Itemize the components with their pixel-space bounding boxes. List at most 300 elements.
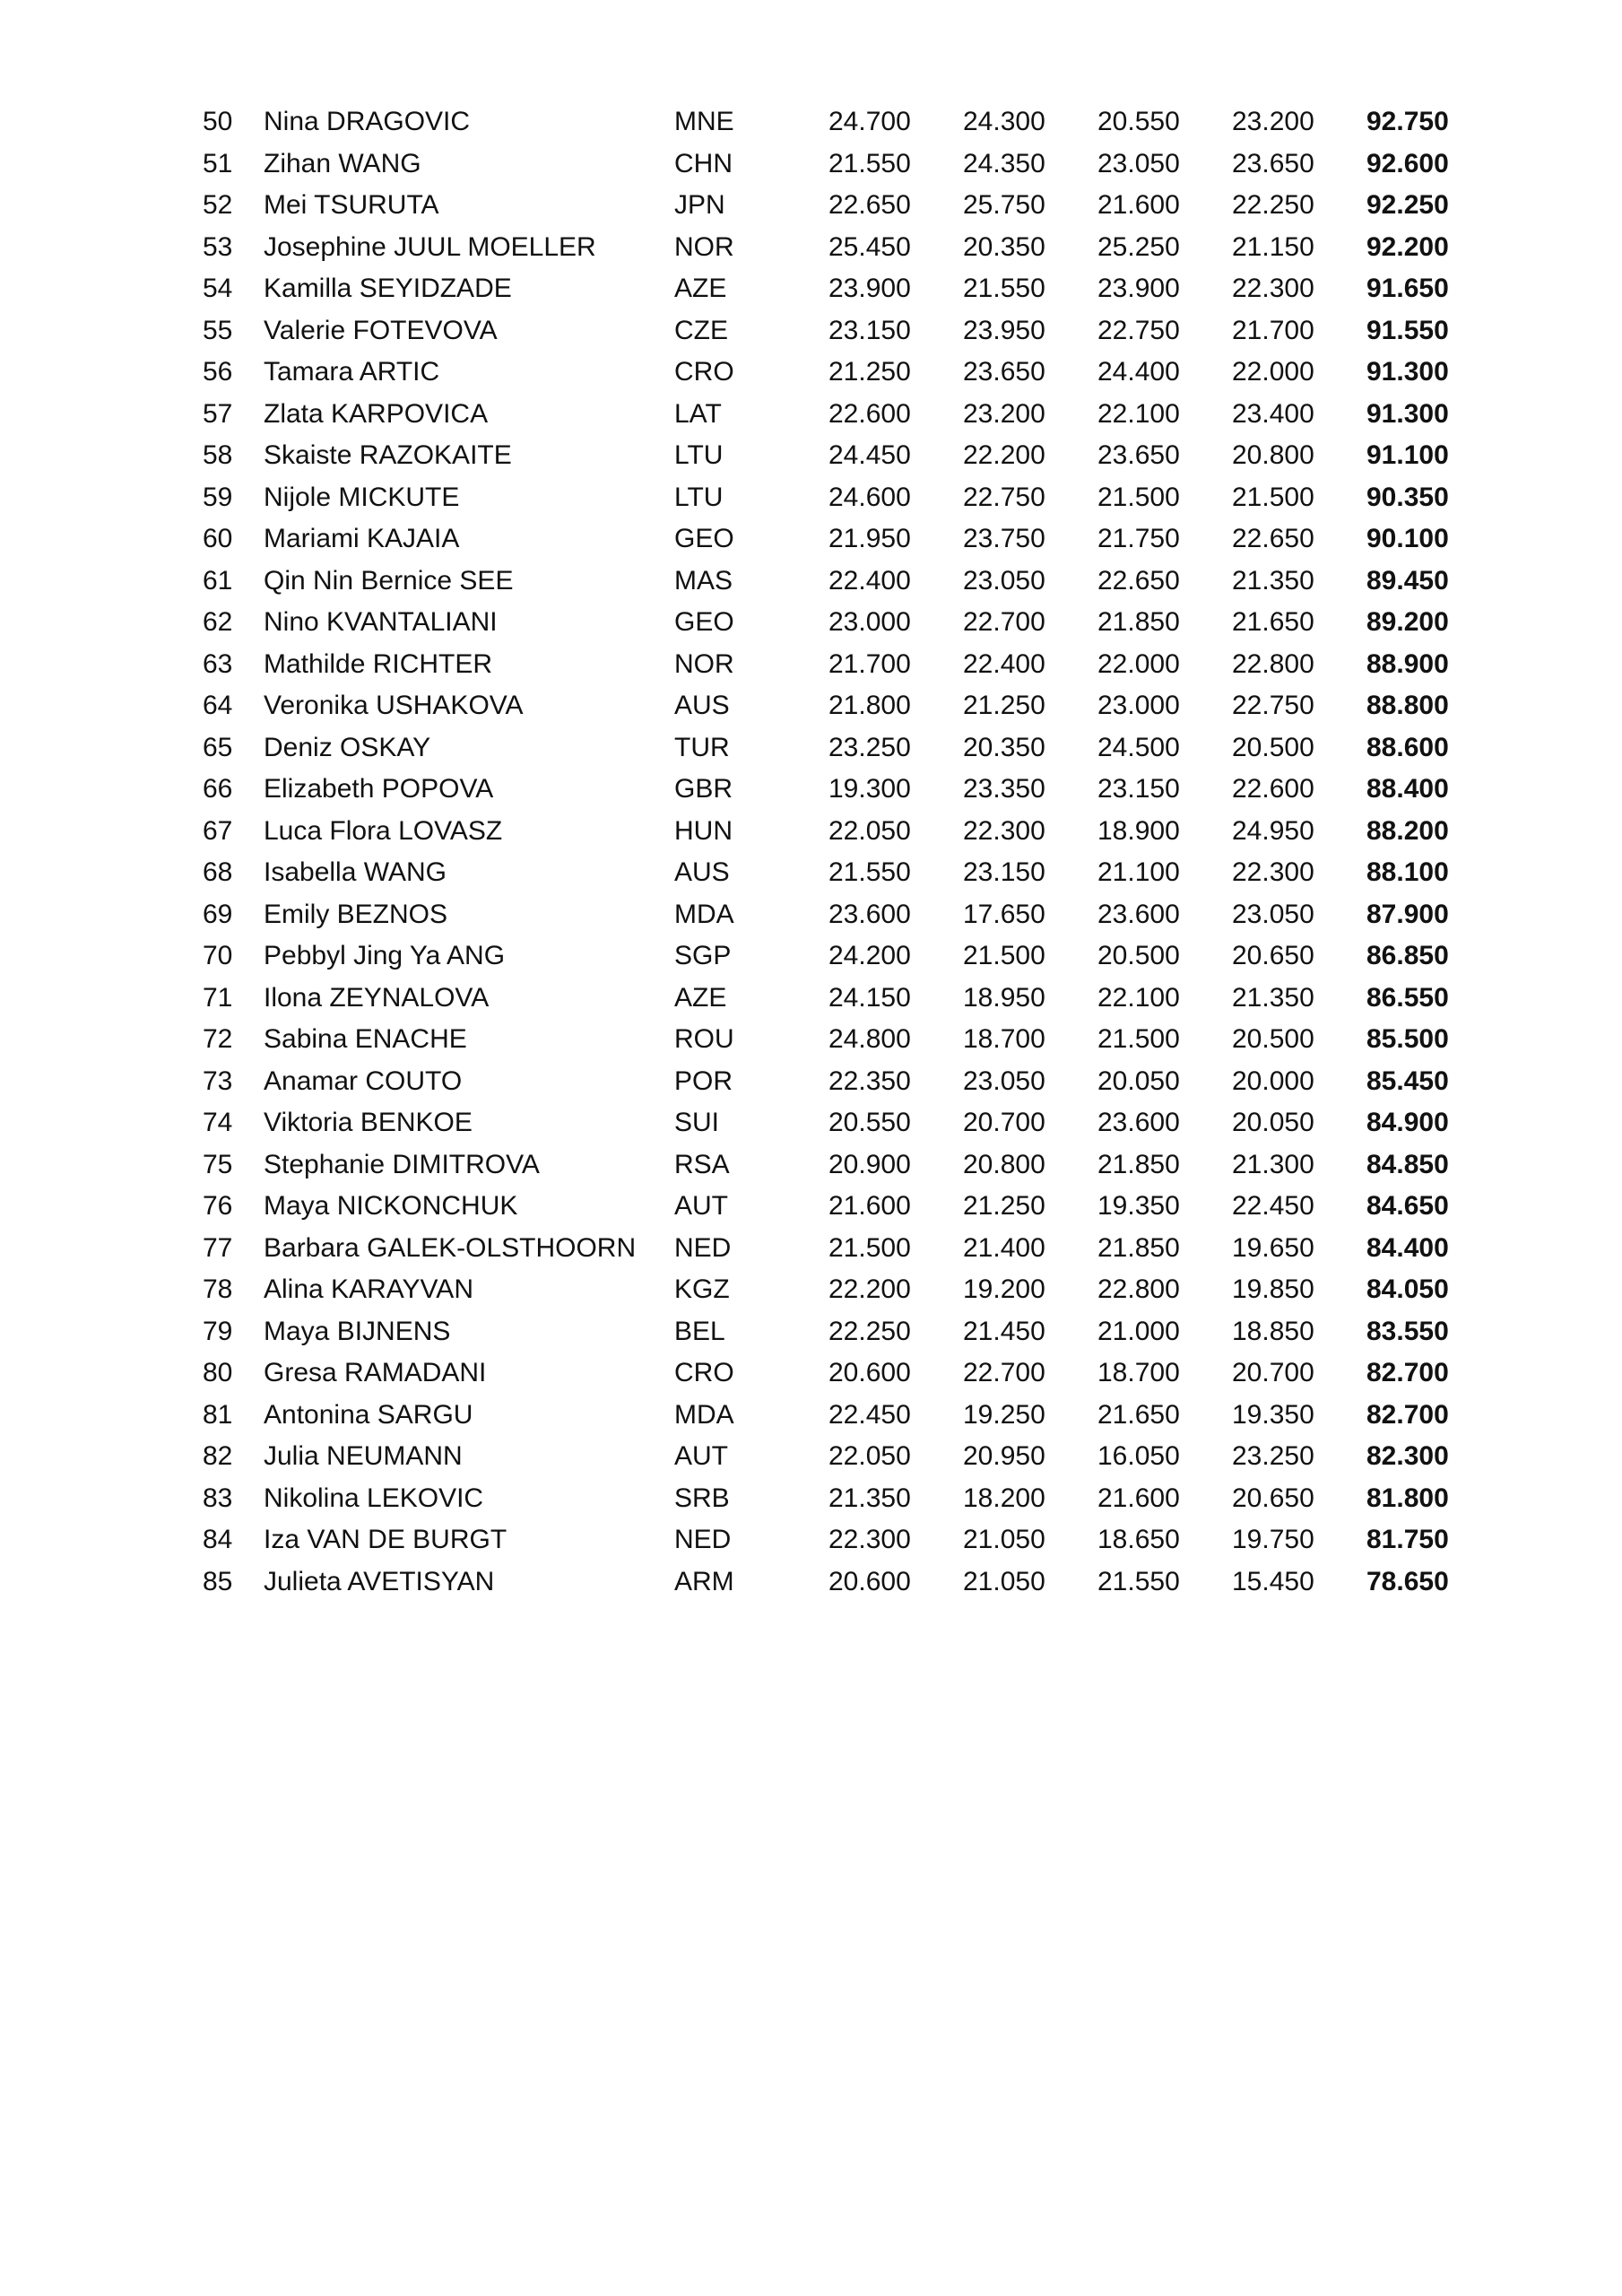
score-1: 19.300 [828, 774, 911, 804]
total-score: 81.800 [1366, 1483, 1449, 1513]
score-4: 19.750 [1232, 1525, 1314, 1554]
score-3: 23.050 [1097, 148, 1180, 178]
score-1: 24.200 [828, 941, 911, 970]
score-2: 20.800 [963, 1149, 1045, 1179]
score-3: 24.500 [1097, 732, 1180, 762]
score-3: 21.500 [1097, 482, 1180, 512]
athlete-name: Pebbyl Jing Ya ANG [264, 941, 506, 970]
score-4: 20.000 [1232, 1065, 1314, 1096]
nation-code: GEO [674, 607, 734, 637]
score-4: 23.050 [1232, 899, 1314, 929]
score-2: 22.300 [963, 815, 1045, 846]
nation-code: NOR [674, 231, 734, 262]
rank-cell: 75 [203, 1149, 233, 1179]
nation-code: MAS [674, 565, 733, 596]
score-2: 22.700 [963, 1358, 1045, 1387]
total-score: 81.750 [1366, 1525, 1449, 1554]
score-1: 20.900 [828, 1149, 911, 1179]
total-score: 86.850 [1366, 941, 1449, 970]
rank-cell: 56 [203, 357, 233, 387]
total-score: 89.450 [1366, 565, 1449, 596]
nation-code: MDA [674, 899, 734, 929]
score-3: 21.750 [1097, 524, 1180, 553]
score-4: 22.300 [1232, 274, 1314, 303]
athlete-name: Zihan WANG [264, 148, 421, 178]
nation-code: NED [674, 1525, 732, 1554]
score-3: 21.100 [1097, 857, 1180, 887]
score-4: 22.750 [1232, 691, 1314, 720]
score-4: 21.150 [1232, 231, 1314, 262]
score-3: 22.100 [1097, 982, 1180, 1013]
rank-cell: 85 [203, 1566, 233, 1596]
athlete-name: Kamilla SEYIDZADE [264, 274, 512, 303]
score-4: 22.000 [1232, 357, 1314, 387]
score-4: 15.450 [1232, 1566, 1314, 1596]
total-score: 90.100 [1366, 524, 1449, 553]
table-row [0, 602, 1622, 643]
score-3: 23.150 [1097, 774, 1180, 804]
score-4: 20.500 [1232, 732, 1314, 762]
score-3: 18.700 [1097, 1358, 1180, 1387]
score-4: 20.800 [1232, 440, 1314, 470]
nation-code: MDA [674, 1399, 734, 1430]
total-score: 88.100 [1366, 857, 1449, 887]
score-2: 21.250 [963, 1191, 1045, 1221]
score-2: 21.050 [963, 1566, 1045, 1596]
score-3: 24.400 [1097, 357, 1180, 387]
athlete-name: Deniz OSKAY [264, 732, 431, 762]
total-score: 83.550 [1366, 1316, 1449, 1346]
total-score: 87.900 [1366, 899, 1449, 929]
score-3: 21.850 [1097, 1232, 1180, 1263]
total-score: 92.750 [1366, 107, 1449, 136]
score-2: 19.200 [963, 1274, 1045, 1304]
nation-code: JPN [674, 190, 725, 220]
rank-cell: 55 [203, 315, 233, 345]
score-4: 22.600 [1232, 774, 1314, 804]
table-row [0, 769, 1622, 810]
score-2: 22.750 [963, 482, 1045, 512]
total-score: 82.700 [1366, 1358, 1449, 1387]
score-1: 21.550 [828, 857, 911, 887]
table-row [0, 185, 1622, 226]
athlete-name: Gresa RAMADANI [264, 1358, 487, 1387]
score-2: 18.950 [963, 982, 1045, 1013]
rank-cell: 78 [203, 1274, 233, 1304]
table-row [0, 1061, 1622, 1102]
total-score: 92.250 [1366, 190, 1449, 220]
total-score: 92.200 [1366, 231, 1449, 262]
score-2: 22.200 [963, 440, 1045, 470]
score-1: 21.250 [828, 357, 911, 387]
rank-cell: 62 [203, 607, 233, 637]
score-2: 19.250 [963, 1399, 1045, 1430]
score-1: 20.600 [828, 1566, 911, 1596]
rank-cell: 58 [203, 440, 233, 470]
score-3: 21.850 [1097, 1149, 1180, 1179]
score-4: 23.200 [1232, 107, 1314, 136]
table-row [0, 1102, 1622, 1144]
score-4: 18.850 [1232, 1316, 1314, 1346]
table-row [0, 1228, 1622, 1269]
total-score: 90.350 [1366, 482, 1449, 512]
rank-cell: 74 [203, 1108, 233, 1137]
athlete-name: Zlata KARPOVICA [264, 398, 489, 429]
athlete-name: Skaiste RAZOKAITE [264, 440, 512, 470]
total-score: 91.100 [1366, 440, 1449, 470]
athlete-name: Julieta AVETISYAN [264, 1566, 495, 1596]
score-3: 21.000 [1097, 1316, 1180, 1346]
score-1: 24.800 [828, 1024, 911, 1054]
table-row [0, 978, 1622, 1019]
score-1: 21.350 [828, 1483, 911, 1513]
score-2: 21.500 [963, 941, 1045, 970]
nation-code: LTU [674, 440, 724, 470]
nation-code: SGP [674, 941, 732, 970]
table-row [0, 144, 1622, 185]
athlete-name: Emily BEZNOS [264, 899, 448, 929]
rank-cell: 68 [203, 857, 233, 887]
athlete-name: Viktoria BENKOE [264, 1108, 473, 1137]
nation-code: CRO [674, 357, 734, 387]
total-score: 84.400 [1366, 1232, 1449, 1263]
nation-code: KGZ [674, 1274, 730, 1304]
rank-cell: 65 [203, 732, 233, 762]
score-1: 21.600 [828, 1191, 911, 1221]
nation-code: GEO [674, 524, 734, 553]
score-2: 23.950 [963, 315, 1045, 345]
score-1: 24.450 [828, 440, 911, 470]
table-row [0, 101, 1622, 143]
score-1: 21.700 [828, 648, 911, 679]
rank-cell: 66 [203, 774, 233, 804]
table-row [0, 227, 1622, 268]
rank-cell: 69 [203, 899, 233, 929]
nation-code: HUN [674, 815, 733, 846]
nation-code: GBR [674, 774, 733, 804]
nation-code: BEL [674, 1316, 725, 1346]
total-score: 91.650 [1366, 274, 1449, 303]
table-row [0, 894, 1622, 935]
rank-cell: 51 [203, 148, 233, 178]
score-2: 22.700 [963, 607, 1045, 637]
score-2: 22.400 [963, 648, 1045, 679]
score-1: 20.600 [828, 1358, 911, 1387]
table-row [0, 811, 1622, 852]
table-row [0, 310, 1622, 352]
athlete-name: Elizabeth POPOVA [264, 774, 494, 804]
total-score: 91.300 [1366, 357, 1449, 387]
rank-cell: 72 [203, 1024, 233, 1054]
score-1: 22.200 [828, 1274, 911, 1304]
total-score: 88.600 [1366, 732, 1449, 762]
score-1: 21.550 [828, 148, 911, 178]
total-score: 92.600 [1366, 148, 1449, 178]
score-2: 24.300 [963, 107, 1045, 136]
score-2: 23.200 [963, 398, 1045, 429]
total-score: 78.650 [1366, 1566, 1449, 1596]
nation-code: LTU [674, 482, 724, 512]
athlete-name: Isabella WANG [264, 857, 447, 887]
athlete-name: Julia NEUMANN [264, 1441, 463, 1471]
score-3: 22.650 [1097, 565, 1180, 596]
nation-code: CZE [674, 315, 728, 345]
score-3: 21.850 [1097, 607, 1180, 637]
score-4: 20.050 [1232, 1108, 1314, 1137]
score-3: 22.750 [1097, 315, 1180, 345]
athlete-name: Nino KVANTALIANI [264, 607, 498, 637]
score-2: 17.650 [963, 899, 1045, 929]
score-3: 23.900 [1097, 274, 1180, 303]
score-4: 23.650 [1232, 148, 1314, 178]
score-1: 21.950 [828, 524, 911, 553]
table-row [0, 935, 1622, 977]
nation-code: AUS [674, 691, 730, 720]
score-4: 22.650 [1232, 524, 1314, 553]
score-2: 21.450 [963, 1316, 1045, 1346]
nation-code: ROU [674, 1024, 734, 1054]
score-3: 22.800 [1097, 1274, 1180, 1304]
score-1: 23.000 [828, 607, 911, 637]
table-row [0, 435, 1622, 476]
score-4: 19.350 [1232, 1399, 1314, 1430]
athlete-name: Iza VAN DE BURGT [264, 1525, 507, 1554]
score-4: 19.850 [1232, 1274, 1314, 1304]
score-1: 22.050 [828, 815, 911, 846]
table-row [0, 1186, 1622, 1227]
score-1: 24.700 [828, 107, 911, 136]
score-2: 25.750 [963, 190, 1045, 220]
table-row [0, 1478, 1622, 1519]
score-2: 23.750 [963, 524, 1045, 553]
nation-code: POR [674, 1065, 733, 1096]
athlete-name: Mathilde RICHTER [264, 648, 493, 679]
total-score: 82.300 [1366, 1441, 1449, 1471]
score-2: 20.350 [963, 732, 1045, 762]
score-3: 21.500 [1097, 1024, 1180, 1054]
table-row [0, 561, 1622, 602]
total-score: 84.900 [1366, 1108, 1449, 1137]
score-3: 20.550 [1097, 107, 1180, 136]
athlete-name: Valerie FOTEVOVA [264, 315, 498, 345]
athlete-name: Barbara GALEK-OLSTHOORN [264, 1232, 637, 1263]
table-row [0, 1561, 1622, 1603]
score-3: 23.650 [1097, 440, 1180, 470]
score-3: 19.350 [1097, 1191, 1180, 1221]
score-3: 23.000 [1097, 691, 1180, 720]
table-row [0, 518, 1622, 560]
table-row [0, 1144, 1622, 1186]
total-score: 88.900 [1366, 648, 1449, 679]
score-3: 22.100 [1097, 398, 1180, 429]
score-1: 23.250 [828, 732, 911, 762]
rank-cell: 54 [203, 274, 233, 303]
score-3: 23.600 [1097, 899, 1180, 929]
athlete-name: Ilona ZEYNALOVA [264, 982, 490, 1013]
table-row [0, 685, 1622, 726]
score-4: 24.950 [1232, 815, 1314, 846]
score-2: 18.200 [963, 1483, 1045, 1513]
nation-code: AUT [674, 1191, 728, 1221]
nation-code: SRB [674, 1483, 730, 1513]
score-4: 22.300 [1232, 857, 1314, 887]
athlete-name: Nina DRAGOVIC [264, 107, 471, 136]
total-score: 85.500 [1366, 1024, 1449, 1054]
athlete-name: Mariami KAJAIA [264, 524, 460, 553]
table-row [0, 727, 1622, 769]
athlete-name: Mei TSURUTA [264, 190, 439, 220]
nation-code: NED [674, 1232, 732, 1263]
score-2: 21.400 [963, 1232, 1045, 1263]
score-4: 21.350 [1232, 982, 1314, 1013]
nation-code: AZE [674, 982, 727, 1013]
score-1: 24.150 [828, 982, 911, 1013]
score-2: 23.050 [963, 1065, 1045, 1096]
score-1: 21.500 [828, 1232, 911, 1263]
rank-cell: 70 [203, 941, 233, 970]
athlete-name: Josephine JUUL MOELLER [264, 231, 596, 262]
score-3: 21.650 [1097, 1399, 1180, 1430]
score-3: 20.500 [1097, 941, 1180, 970]
score-3: 18.650 [1097, 1525, 1180, 1554]
score-4: 19.650 [1232, 1232, 1314, 1263]
table-row [0, 477, 1622, 518]
score-3: 23.600 [1097, 1108, 1180, 1137]
score-1: 20.550 [828, 1108, 911, 1137]
nation-code: ARM [674, 1566, 734, 1596]
total-score: 82.700 [1366, 1399, 1449, 1430]
nation-code: SUI [674, 1108, 720, 1137]
rank-cell: 64 [203, 691, 233, 720]
rank-cell: 61 [203, 565, 233, 596]
total-score: 85.450 [1366, 1065, 1449, 1096]
total-score: 86.550 [1366, 982, 1449, 1013]
nation-code: MNE [674, 107, 734, 136]
rank-cell: 60 [203, 524, 233, 553]
nation-code: LAT [674, 398, 722, 429]
score-1: 22.250 [828, 1316, 911, 1346]
rank-cell: 67 [203, 815, 233, 846]
rank-cell: 57 [203, 398, 233, 429]
table-row [0, 352, 1622, 393]
score-3: 22.000 [1097, 648, 1180, 679]
score-1: 23.900 [828, 274, 911, 303]
score-2: 24.350 [963, 148, 1045, 178]
score-2: 23.650 [963, 357, 1045, 387]
table-row [0, 1352, 1622, 1394]
score-1: 22.400 [828, 565, 911, 596]
athlete-name: Anamar COUTO [264, 1065, 463, 1096]
total-score: 84.650 [1366, 1191, 1449, 1221]
score-4: 22.450 [1232, 1191, 1314, 1221]
rank-cell: 82 [203, 1441, 233, 1471]
score-4: 20.650 [1232, 941, 1314, 970]
score-3: 16.050 [1097, 1441, 1180, 1471]
score-4: 21.700 [1232, 315, 1314, 345]
rank-cell: 52 [203, 190, 233, 220]
score-1: 23.600 [828, 899, 911, 929]
rank-cell: 53 [203, 231, 233, 262]
athlete-name: Nijole MICKUTE [264, 482, 460, 512]
score-4: 22.800 [1232, 648, 1314, 679]
nation-code: CHN [674, 148, 733, 178]
table-row [0, 268, 1622, 309]
athlete-name: Stephanie DIMITROVA [264, 1149, 540, 1179]
athlete-name: Qin Nin Bernice SEE [264, 565, 514, 596]
table-row [0, 1436, 1622, 1477]
score-3: 21.550 [1097, 1566, 1180, 1596]
score-2: 21.050 [963, 1525, 1045, 1554]
score-2: 18.700 [963, 1024, 1045, 1054]
rank-cell: 76 [203, 1191, 233, 1221]
athlete-name: Maya BIJNENS [264, 1316, 451, 1346]
score-4: 21.300 [1232, 1149, 1314, 1179]
rank-cell: 50 [203, 107, 233, 136]
nation-code: TUR [674, 732, 730, 762]
athlete-name: Antonina SARGU [264, 1399, 473, 1430]
score-3: 21.600 [1097, 190, 1180, 220]
score-4: 23.400 [1232, 398, 1314, 429]
score-2: 23.350 [963, 774, 1045, 804]
total-score: 88.800 [1366, 691, 1449, 720]
score-2: 20.950 [963, 1441, 1045, 1471]
total-score: 91.300 [1366, 398, 1449, 429]
rank-cell: 79 [203, 1316, 233, 1346]
score-1: 25.450 [828, 231, 911, 262]
nation-code: AUT [674, 1441, 728, 1471]
rank-cell: 77 [203, 1232, 233, 1263]
score-4: 21.350 [1232, 565, 1314, 596]
score-1: 22.450 [828, 1399, 911, 1430]
score-1: 24.600 [828, 482, 911, 512]
score-2: 20.700 [963, 1108, 1045, 1137]
score-3: 20.050 [1097, 1065, 1180, 1096]
total-score: 88.200 [1366, 815, 1449, 846]
athlete-name: Nikolina LEKOVIC [264, 1483, 484, 1513]
rank-cell: 80 [203, 1358, 233, 1387]
athlete-name: Maya NICKONCHUK [264, 1191, 518, 1221]
score-2: 21.250 [963, 691, 1045, 720]
score-4: 20.700 [1232, 1358, 1314, 1387]
rank-cell: 84 [203, 1525, 233, 1554]
score-4: 22.250 [1232, 190, 1314, 220]
total-score: 84.050 [1366, 1274, 1449, 1304]
nation-code: RSA [674, 1149, 730, 1179]
athlete-name: Alina KARAYVAN [264, 1274, 473, 1304]
score-4: 23.250 [1232, 1441, 1314, 1471]
nation-code: AZE [674, 274, 727, 303]
score-4: 20.650 [1232, 1483, 1314, 1513]
rank-cell: 71 [203, 982, 233, 1013]
table-row [0, 1519, 1622, 1561]
table-row [0, 1311, 1622, 1352]
athlete-name: Luca Flora LOVASZ [264, 815, 503, 846]
total-score: 84.850 [1366, 1149, 1449, 1179]
score-1: 21.800 [828, 691, 911, 720]
score-2: 21.550 [963, 274, 1045, 303]
table-row [0, 1395, 1622, 1436]
score-1: 22.050 [828, 1441, 911, 1471]
nation-code: AUS [674, 857, 730, 887]
table-row [0, 852, 1622, 893]
rank-cell: 81 [203, 1399, 233, 1430]
total-score: 91.550 [1366, 315, 1449, 345]
score-2: 20.350 [963, 231, 1045, 262]
rank-cell: 83 [203, 1483, 233, 1513]
score-3: 25.250 [1097, 231, 1180, 262]
score-1: 22.650 [828, 190, 911, 220]
score-1: 23.150 [828, 315, 911, 345]
